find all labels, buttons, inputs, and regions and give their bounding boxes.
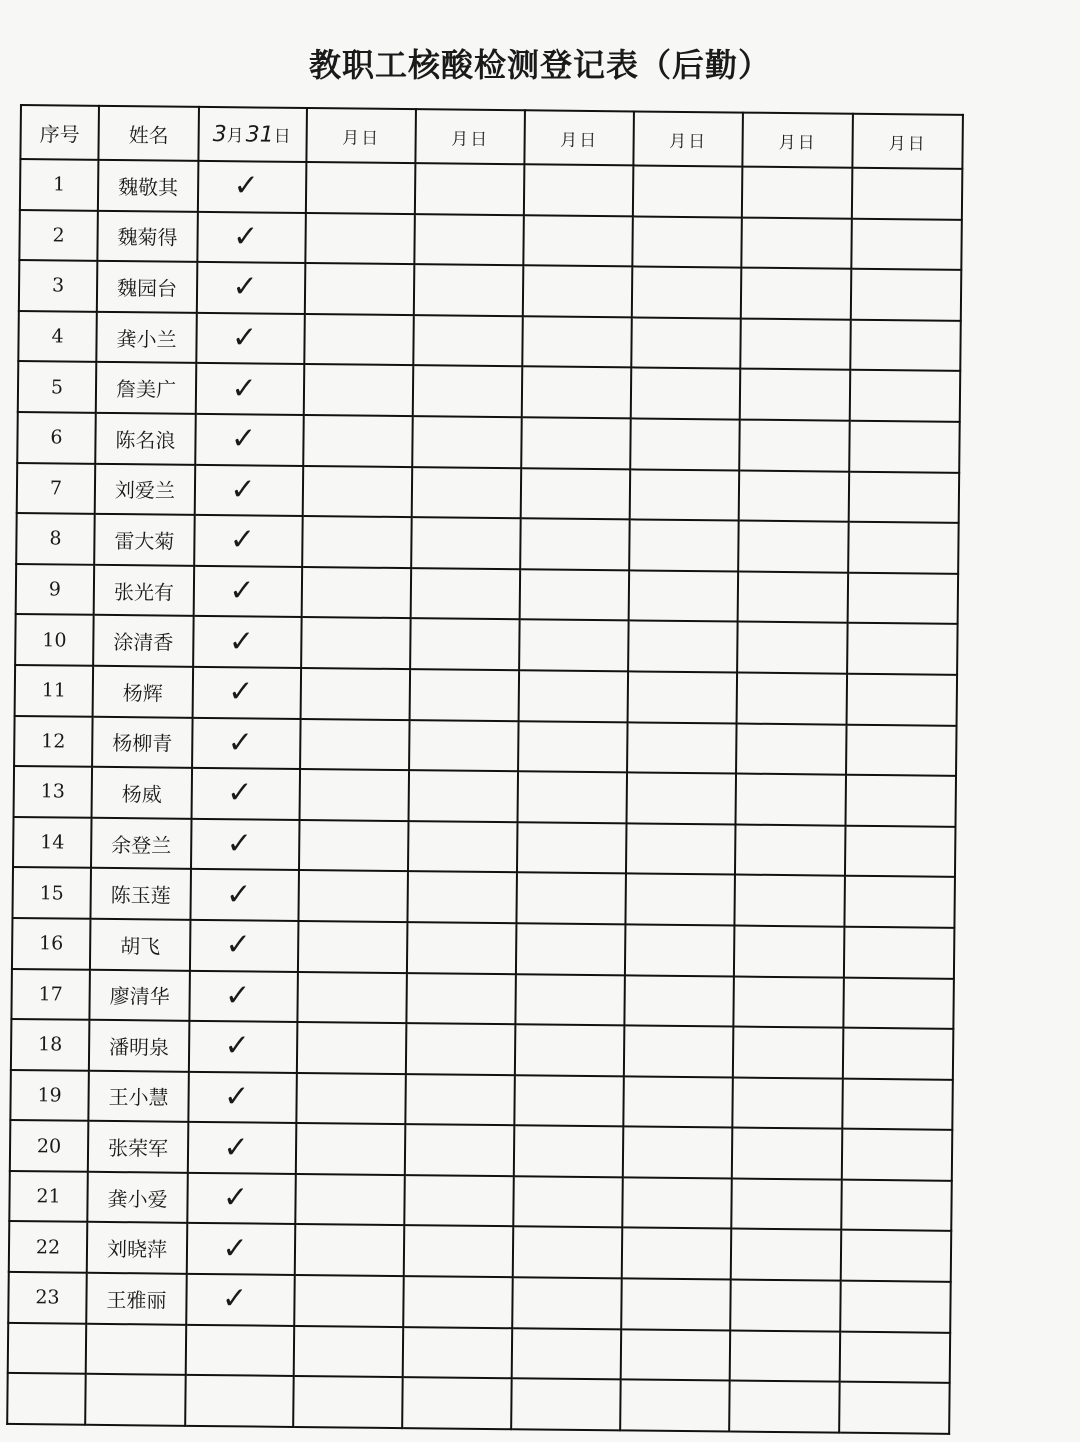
empty-date-cell — [843, 1028, 954, 1080]
empty-date-cell — [415, 163, 525, 215]
empty-date-cell — [300, 719, 410, 771]
empty-date-cell — [737, 622, 848, 674]
check-mark-icon: ✓ — [232, 269, 258, 305]
empty-date-cell — [629, 520, 739, 572]
empty-date-cell — [631, 368, 741, 420]
empty-date-cell — [410, 618, 520, 670]
empty-date-cell — [732, 1128, 843, 1180]
empty-date-cell — [626, 823, 736, 875]
name-cell: 涂清香 — [93, 615, 194, 667]
empty-date-cell — [850, 370, 961, 422]
empty-date-cell — [734, 875, 845, 927]
empty-date-cell — [622, 1228, 732, 1280]
empty-date-cell — [524, 164, 634, 216]
month-label: 月 — [342, 127, 362, 149]
check-cell — [186, 1274, 295, 1326]
check-mark-icon: ✓ — [229, 522, 256, 558]
check-cell — [194, 566, 303, 618]
empty-date-cell — [841, 1230, 952, 1282]
check-mark-icon: ✓ — [230, 472, 256, 508]
seq-cell: 3 — [19, 260, 98, 311]
check-cell — [194, 515, 303, 567]
name-cell: 魏菊得 — [97, 210, 198, 262]
name-cell: 张荣军 — [88, 1121, 189, 1173]
empty-date-cell — [406, 973, 516, 1025]
empty-date-cell — [732, 1077, 843, 1129]
empty-date-cell — [521, 417, 631, 469]
check-cell — [195, 464, 304, 516]
empty-date-cell — [841, 1180, 952, 1232]
empty-date-cell — [624, 1025, 734, 1077]
registration-table — [6, 104, 964, 1435]
header-date-2 — [306, 108, 416, 163]
name-cell: 廖清华 — [89, 969, 190, 1021]
header-date-1 — [198, 107, 307, 162]
day-label: 日 — [470, 129, 490, 150]
check-mark-icon: ✓ — [228, 674, 254, 710]
empty-date-cell — [621, 1329, 731, 1381]
empty-date-cell — [407, 922, 517, 974]
empty-date-cell — [298, 870, 408, 922]
empty-date-cell — [730, 1330, 841, 1382]
empty-date-cell — [623, 1076, 733, 1128]
empty-date-cell — [303, 415, 413, 467]
empty-date-cell — [297, 1022, 407, 1074]
name-cell: 刘爱兰 — [95, 463, 196, 515]
empty-date-cell — [735, 824, 846, 876]
empty-date-cell — [741, 268, 852, 320]
check-mark-icon: ✓ — [233, 168, 259, 204]
name-cell: 潘明泉 — [89, 1020, 190, 1072]
empty-date-cell — [408, 821, 518, 873]
check-mark-icon: ✓ — [223, 1129, 249, 1166]
empty-date-cell — [294, 1275, 404, 1327]
seq-cell: 19 — [10, 1070, 89, 1121]
month-label: 月 — [226, 126, 246, 147]
empty-date-cell — [517, 822, 627, 874]
seq-cell: 23 — [8, 1272, 87, 1323]
empty-date-cell — [632, 267, 742, 319]
empty-date-cell — [519, 620, 629, 672]
check-cell — [188, 1122, 297, 1174]
empty-date-cell — [731, 1178, 842, 1230]
check-mark-icon: ✓ — [225, 876, 252, 913]
table-body — [7, 159, 962, 1434]
empty-date-cell — [842, 1129, 953, 1181]
empty-date-cell — [846, 724, 957, 776]
seq-cell: 13 — [14, 766, 93, 817]
name-cell: 雷大菊 — [94, 514, 195, 566]
empty-date-cell — [523, 215, 633, 267]
empty-date-cell — [515, 974, 625, 1026]
check-cell — [196, 363, 305, 415]
name-cell: 胡飞 — [90, 919, 191, 971]
header-date-7 — [852, 114, 963, 169]
month-label: 月 — [451, 129, 471, 150]
seq-cell: 17 — [11, 968, 90, 1019]
empty-date-cell — [731, 1229, 842, 1281]
seq-cell: 8 — [16, 513, 95, 564]
empty-date-cell — [414, 264, 524, 316]
empty-date-cell — [739, 420, 850, 472]
empty-date-cell — [521, 468, 631, 520]
header-seq: 序号 — [20, 105, 99, 160]
empty-date-cell — [851, 269, 962, 321]
empty-date-cell — [625, 874, 735, 926]
empty-date-cell — [522, 316, 632, 368]
empty-date-cell — [624, 975, 734, 1027]
empty-date-cell — [301, 617, 411, 669]
check-mark-icon: ✓ — [232, 219, 259, 255]
name-cell: 魏园台 — [97, 261, 198, 313]
month-label: 月 — [888, 133, 908, 154]
name-cell: 杨辉 — [93, 666, 194, 718]
check-mark-icon: ✓ — [221, 1281, 248, 1317]
empty-date-cell — [739, 470, 850, 522]
check-cell — [190, 920, 299, 972]
empty-date-cell — [404, 1175, 514, 1227]
empty-date-cell — [405, 1074, 515, 1126]
empty-date-cell — [630, 418, 740, 470]
check-cell — [190, 869, 299, 921]
empty-date-cell — [413, 366, 523, 418]
empty-date-cell — [848, 572, 959, 624]
empty-date-cell — [295, 1224, 405, 1276]
check-cell — [186, 1324, 295, 1376]
empty-date-cell — [296, 1123, 406, 1175]
empty-date-cell — [409, 770, 519, 822]
empty-date-cell — [516, 873, 626, 925]
seq-cell — [8, 1323, 87, 1374]
month-label: 月 — [778, 132, 798, 153]
seq-cell: 1 — [20, 159, 99, 210]
check-cell — [187, 1223, 296, 1275]
empty-date-cell — [514, 1126, 624, 1178]
check-mark-icon: ✓ — [223, 1079, 250, 1115]
month-label: 月 — [560, 130, 580, 151]
empty-date-cell — [515, 1024, 625, 1076]
empty-date-cell — [411, 568, 521, 620]
check-cell — [191, 819, 300, 871]
check-cell — [185, 1375, 294, 1427]
empty-date-cell — [301, 668, 411, 720]
day-label: 日 — [579, 130, 599, 151]
empty-date-cell — [405, 1124, 515, 1176]
empty-date-cell — [840, 1331, 951, 1383]
check-cell — [192, 768, 301, 820]
table-header-row — [20, 105, 963, 169]
check-mark-icon: ✓ — [226, 826, 253, 862]
check-cell — [192, 717, 301, 769]
day-label: 日 — [273, 126, 293, 147]
header-name: 姓名 — [98, 106, 199, 161]
empty-date-cell — [523, 265, 633, 317]
check-mark-icon: ✓ — [229, 573, 255, 609]
name-cell: 王雅丽 — [86, 1273, 187, 1325]
check-cell — [197, 211, 306, 263]
name-cell: 杨威 — [92, 767, 193, 819]
empty-date-cell — [514, 1075, 624, 1127]
empty-date-cell — [847, 623, 958, 675]
seq-cell: 10 — [15, 614, 94, 665]
empty-date-cell — [627, 722, 737, 774]
check-cell — [193, 667, 302, 719]
check-mark-icon: ✓ — [222, 1180, 249, 1216]
empty-date-cell — [414, 214, 524, 266]
empty-date-cell — [512, 1328, 622, 1380]
empty-date-cell — [520, 569, 630, 621]
check-mark-icon: ✓ — [227, 775, 253, 811]
empty-date-cell — [843, 977, 954, 1029]
check-cell — [187, 1173, 296, 1225]
empty-date-cell — [850, 319, 961, 371]
empty-date-cell — [403, 1327, 513, 1379]
seq-cell: 11 — [15, 665, 94, 716]
empty-date-cell — [621, 1278, 731, 1330]
check-cell — [195, 414, 304, 466]
empty-date-cell — [303, 466, 413, 518]
empty-date-cell — [294, 1326, 404, 1378]
name-cell: 王小慧 — [88, 1070, 189, 1122]
seq-cell: 9 — [16, 564, 95, 615]
check-cell — [198, 161, 307, 213]
empty-date-cell — [852, 168, 963, 220]
empty-date-cell — [518, 771, 628, 823]
check-mark-icon: ✓ — [224, 1028, 250, 1064]
empty-date-cell — [516, 923, 626, 975]
date-month-handwritten: 3 — [212, 122, 227, 148]
name-cell: 龚小爱 — [87, 1172, 188, 1224]
month-label: 月 — [669, 131, 689, 152]
header-date-4 — [524, 110, 634, 165]
empty-date-cell — [736, 723, 847, 775]
name-cell — [86, 1323, 187, 1375]
empty-date-cell — [295, 1174, 405, 1226]
check-cell — [193, 616, 302, 668]
empty-date-cell — [738, 521, 849, 573]
name-cell: 魏敬其 — [98, 160, 199, 212]
empty-date-cell — [741, 217, 852, 269]
day-label: 日 — [907, 133, 927, 154]
empty-date-cell — [623, 1127, 733, 1179]
table-row — [7, 1373, 949, 1433]
empty-date-cell — [845, 825, 956, 877]
empty-date-cell — [730, 1280, 841, 1332]
date-day-handwritten: 31 — [245, 122, 274, 148]
seq-cell: 22 — [9, 1221, 88, 1272]
seq-cell: 18 — [11, 1019, 90, 1070]
empty-date-cell — [735, 774, 846, 826]
empty-date-cell — [848, 522, 959, 574]
seq-cell: 6 — [17, 412, 96, 463]
check-cell — [188, 1072, 297, 1124]
seq-cell: 7 — [17, 463, 96, 514]
empty-date-cell — [627, 773, 737, 825]
empty-date-cell — [631, 317, 741, 369]
empty-date-cell — [410, 669, 520, 721]
check-cell — [189, 1021, 298, 1073]
empty-date-cell — [518, 721, 628, 773]
empty-date-cell — [304, 364, 414, 416]
empty-date-cell — [407, 871, 517, 923]
day-label: 日 — [361, 128, 381, 149]
check-mark-icon: ✓ — [227, 725, 254, 761]
check-cell — [197, 262, 306, 314]
header-date-3 — [415, 109, 525, 164]
empty-date-cell — [849, 421, 960, 473]
check-mark-icon: ✓ — [225, 927, 251, 963]
empty-date-cell — [740, 369, 851, 421]
empty-date-cell — [842, 1078, 953, 1130]
empty-date-cell — [413, 315, 523, 367]
name-cell: 余登兰 — [91, 818, 192, 870]
empty-date-cell — [622, 1177, 732, 1229]
empty-date-cell — [734, 925, 845, 977]
seq-cell: 14 — [13, 817, 92, 868]
empty-date-cell — [847, 674, 958, 726]
empty-date-cell — [293, 1376, 403, 1428]
empty-date-cell — [520, 518, 630, 570]
empty-date-cell — [844, 876, 955, 928]
name-cell: 龚小兰 — [96, 312, 197, 364]
check-mark-icon: ✓ — [222, 1230, 248, 1267]
empty-date-cell — [519, 670, 629, 722]
seq-cell: 2 — [19, 210, 98, 261]
empty-date-cell — [402, 1377, 512, 1429]
empty-date-cell — [844, 927, 955, 979]
empty-date-cell — [740, 318, 851, 370]
empty-date-cell — [305, 263, 415, 315]
empty-date-cell — [840, 1281, 951, 1333]
seq-cell: 20 — [10, 1120, 89, 1171]
empty-date-cell — [412, 467, 522, 519]
empty-date-cell — [629, 570, 739, 622]
empty-date-cell — [299, 820, 409, 872]
empty-date-cell — [296, 1073, 406, 1125]
empty-date-cell — [411, 517, 521, 569]
empty-date-cell — [512, 1277, 622, 1329]
empty-date-cell — [628, 621, 738, 673]
check-mark-icon: ✓ — [228, 623, 255, 660]
name-cell: 杨柳青 — [92, 716, 193, 768]
empty-date-cell — [620, 1380, 730, 1432]
empty-date-cell — [630, 469, 740, 521]
check-mark-icon: ✓ — [231, 370, 257, 407]
seq-cell: 5 — [18, 361, 97, 412]
empty-date-cell — [403, 1276, 513, 1328]
empty-date-cell — [849, 471, 960, 523]
seq-cell: 12 — [14, 716, 93, 767]
name-cell — [85, 1374, 186, 1426]
empty-date-cell — [406, 1023, 516, 1075]
name-cell: 刘晓萍 — [87, 1222, 188, 1274]
name-cell: 陈名浪 — [95, 413, 196, 465]
day-label: 日 — [688, 131, 708, 152]
empty-date-cell — [632, 216, 742, 268]
empty-date-cell — [305, 213, 415, 265]
empty-date-cell — [625, 924, 735, 976]
empty-date-cell — [404, 1226, 514, 1278]
seq-cell: 16 — [12, 918, 91, 969]
empty-date-cell — [633, 165, 743, 217]
seq-cell: 4 — [18, 311, 97, 362]
header-date-5 — [633, 111, 743, 166]
page-title: 教职工核酸检测登记表（后勤） — [308, 46, 771, 84]
empty-date-cell — [845, 775, 956, 827]
empty-date-cell — [304, 314, 414, 366]
check-mark-icon: ✓ — [224, 977, 251, 1014]
empty-date-cell — [513, 1176, 623, 1228]
empty-date-cell — [513, 1227, 623, 1279]
seq-cell: 15 — [12, 867, 91, 918]
day-label: 日 — [797, 132, 817, 153]
seq-cell: 21 — [9, 1171, 88, 1222]
empty-date-cell — [851, 218, 962, 270]
empty-date-cell — [511, 1378, 621, 1430]
name-cell: 陈玉莲 — [90, 868, 191, 920]
empty-date-cell — [738, 571, 849, 623]
check-cell — [189, 970, 298, 1022]
empty-date-cell — [839, 1382, 950, 1434]
empty-date-cell — [300, 769, 410, 821]
empty-date-cell — [302, 567, 412, 619]
check-mark-icon: ✓ — [230, 421, 257, 457]
empty-date-cell — [737, 672, 848, 724]
empty-date-cell — [742, 167, 853, 219]
name-cell: 詹美广 — [96, 362, 197, 414]
check-mark-icon: ✓ — [231, 320, 258, 356]
empty-date-cell — [298, 921, 408, 973]
check-cell — [196, 313, 305, 365]
seq-cell — [7, 1373, 86, 1424]
name-cell: 张光有 — [94, 565, 195, 617]
empty-date-cell — [733, 1027, 844, 1079]
empty-date-cell — [297, 971, 407, 1023]
empty-date-cell — [733, 976, 844, 1028]
empty-date-cell — [729, 1381, 840, 1433]
empty-date-cell — [522, 367, 632, 419]
empty-date-cell — [306, 162, 416, 214]
empty-date-cell — [412, 416, 522, 468]
header-date-6 — [742, 113, 853, 168]
empty-date-cell — [302, 516, 412, 568]
empty-date-cell — [628, 671, 738, 723]
empty-date-cell — [409, 720, 519, 772]
